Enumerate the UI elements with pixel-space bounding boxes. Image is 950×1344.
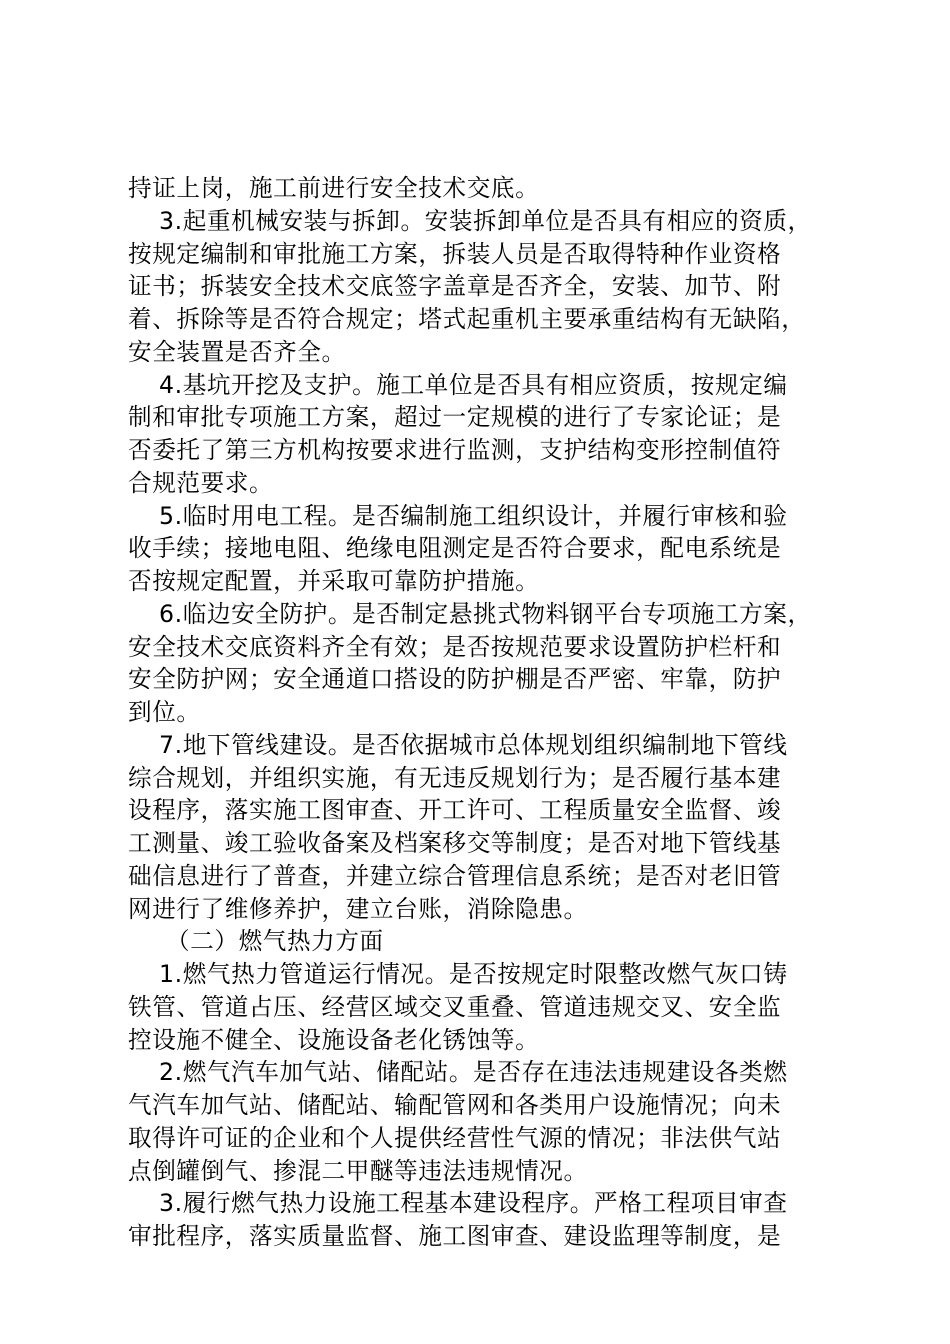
paragraph-start-line: 5.临时用电工程。是否编制施工组织设计，并履行审核和验	[159, 501, 788, 530]
paragraph-start-line: 3.起重机械安装与拆卸。安装拆卸单位是否具有相应的资质，	[159, 206, 812, 235]
text-line: 持证上岗，施工前进行安全技术交底。	[128, 174, 540, 202]
text-line: 否委托了第三方机构按要求进行监测，支护结构变形控制值符	[128, 436, 782, 464]
paragraph-start-line: 4.基坑开挖及支护。施工单位是否具有相应资质，按规定编	[159, 370, 788, 399]
text-line: 点倒罐倒气、掺混二甲醚等违法违规情况。	[128, 1156, 588, 1185]
paragraph-start-line: 1.燃气热力管道运行情况。是否按规定时限整改燃气灰口铸	[159, 960, 788, 988]
text-line: 铁管、管道占压、经营区域交叉重叠、管道违规交叉、安全监	[128, 992, 782, 1021]
text-line: 取得许可证的企业和个人提供经营性气源的情况；非法供气站	[128, 1123, 782, 1152]
paragraph-start-line: 6.临边安全防护。是否制定悬挑式物料钢平台专项施工方案，	[159, 599, 812, 628]
text-line: 安全防护网；安全通道口搭设的防护棚是否严密、牢靠，防护	[128, 665, 782, 694]
text-line: 审批程序，落实质量监督、施工图审查、建设监理等制度，是	[128, 1222, 782, 1250]
text-line: 收手续；接地电阻、绝缘电阻测定是否符合要求，配电系统是	[128, 534, 782, 563]
body-text	[128, 172, 840, 1253]
text-line: 网进行了维修养护，建立台账，消除隐患。	[128, 894, 588, 923]
section-heading: （二）燃气热力方面	[166, 927, 384, 956]
text-line: 安全装置是否齐全。	[128, 337, 346, 366]
text-line: 证书；拆装安全技术交底签字盖章是否齐全，安装、加节、附	[128, 272, 782, 301]
text-line: 合规范要求。	[128, 468, 274, 497]
text-line: 着、拆除等是否符合规定；塔式起重机主要承重结构有无缺陷，	[128, 305, 806, 333]
text-line: 综合规划，并组织实施，有无违反规划行为；是否履行基本建	[128, 763, 782, 792]
text-line: 设程序，落实施工图审查、开工许可、工程质量安全监督、竣	[128, 796, 782, 825]
text-line: 气汽车加气站、储配站、输配管网和各类用户设施情况；向未	[128, 1091, 782, 1119]
paragraph-start-line: 7.地下管线建设。是否依据城市总体规划组织编制地下管线	[159, 730, 788, 759]
text-line: 按规定编制和审批施工方案，拆装人员是否取得特种作业资格	[128, 239, 782, 268]
text-line: 控设施不健全、设施设备老化锈蚀等。	[128, 1025, 540, 1054]
text-line: 到位。	[128, 698, 201, 726]
paragraph-start-line: 2.燃气汽车加气站、储配站。是否存在违法违规建设各类燃	[159, 1058, 788, 1087]
text-line: 础信息进行了普查，并建立综合管理信息系统；是否对老旧管	[128, 861, 782, 890]
text-line: 安全技术交底资料齐全有效；是否按规范要求设置防护栏杆和	[128, 632, 782, 661]
text-line: 制和审批专项施工方案，超过一定规模的进行了专家论证；是	[128, 403, 782, 432]
text-line: 否按规定配置，并采取可靠防护措施。	[128, 567, 540, 595]
text-line: 工测量、竣工验收备案及档案移交等制度；是否对地下管线基	[128, 829, 782, 857]
paragraph-start-line: 3.履行燃气热力设施工程基本建设程序。严格工程项目审查	[159, 1189, 788, 1218]
